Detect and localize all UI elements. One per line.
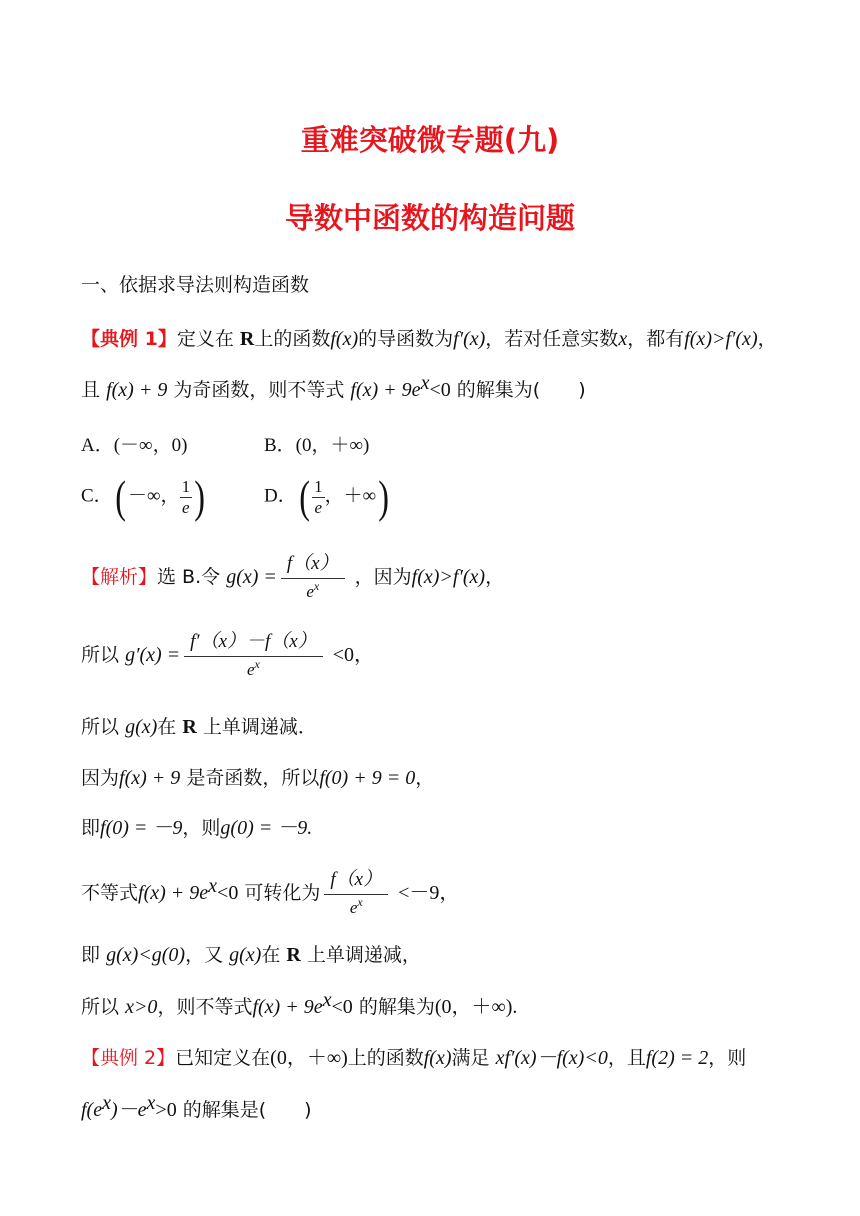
option-a: A．(－∞，0) bbox=[81, 435, 188, 456]
solution-line5: 即f(0) = －9，则g(0) = －9. bbox=[81, 817, 313, 839]
example2-line1: 【典例 2】已知定义在(0，＋∞)上的函数f(x)满足 xf′(x)－f(x)<0，且f(2) = 2，则 bbox=[81, 1047, 747, 1069]
option-c: C．( －∞， $\frac{1}{e}$ ) bbox=[81, 471, 206, 522]
solution-line2: 所以 g′(x) = $\frac{f'(x)-f(x)}{e^x}$ <0， bbox=[81, 631, 375, 679]
example1-line2: 且 f(x) + 9 为奇函数，则不等式 $f(x) + 9e^x<0$ 的解集为( ) bbox=[81, 372, 586, 401]
solution-tag: 【解析】 bbox=[81, 566, 158, 588]
solution-line4: 因为f(x) + 9 是奇函数，所以f(0) + 9 = 0， bbox=[81, 767, 435, 789]
page-title: 重难突破微专题(九) bbox=[300, 123, 560, 157]
option-d: D．( $\frac{1}{e}$ ，＋∞) bbox=[264, 471, 390, 522]
fraction: $\frac{f(x)}{e^x}$ bbox=[281, 552, 345, 603]
solution-line3: 所以 g(x)在 R 上单调递减． bbox=[81, 716, 317, 738]
example1-tag: 【典例 1】 bbox=[81, 328, 177, 350]
fraction: $\frac{f'(x)-f(x)}{e^x}$ bbox=[184, 630, 323, 681]
solution-line1: 【解析】选 B.令 g(x) = $\frac{f(x)}{e^x}$ ，因为f(x)>f′(x)， bbox=[81, 553, 505, 601]
solution-line7: 即 g(x)<g(0)，又 g(x)在 R 上单调递减， bbox=[81, 944, 421, 966]
solution-line6: 不等式$f(x) + 9e^x<0$ 可转化为 $\frac{f(x)}{e^x}$ <－9， bbox=[81, 869, 460, 917]
example1-line1: 【典例 1】定义在 R上的函数f(x)的导函数为f′(x)，若对任意实数x，都有f(x)>f′(x)， bbox=[81, 328, 777, 350]
section-heading: 一、依据求导法则构造函数 bbox=[81, 274, 310, 296]
example2-tag: 【典例 2】 bbox=[81, 1047, 176, 1069]
option-b: B．(0，＋∞) bbox=[264, 435, 370, 456]
solution-line8: 所以 x>0，则不等式$f(x) + 9e^x<0$ 的解集为(0，＋∞). bbox=[81, 989, 518, 1018]
page-subtitle: 导数中函数的构造问题 bbox=[284, 201, 575, 235]
example2-line2: $f(e^x)-e^x>0$ 的解集是( ) bbox=[81, 1092, 312, 1121]
fraction: $\frac{f(x)}{e^x}$ bbox=[324, 868, 388, 919]
